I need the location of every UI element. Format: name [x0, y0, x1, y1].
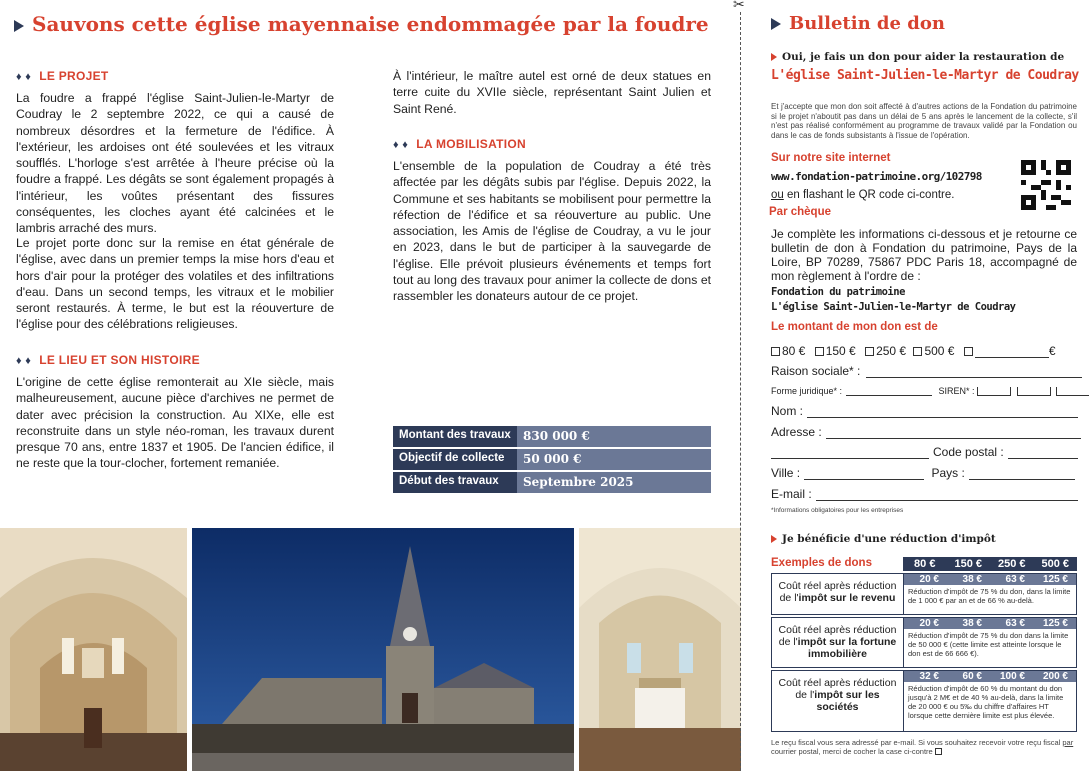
cheque-text: Je complète les informations ci-dessous et je retourne ce bulletin de don à Fondation du patrimoine, Pays de la Loire, BP 70289, 75867 PDC Paris 18, accompagné de mon règlement à l'ordre de : [771, 227, 1077, 283]
header-amount: 80 € [903, 557, 947, 571]
project-facts-table [393, 426, 711, 495]
amount-option-500[interactable] [913, 344, 954, 358]
row-value: 125 € [1042, 618, 1068, 629]
recu-par: par [1062, 738, 1074, 747]
row-value: 20 € [919, 574, 939, 585]
header-amount: 150 € [947, 557, 991, 571]
projet-heading [16, 69, 109, 83]
row-note: Réduction d'impôt de 75 % du don dans la limite de 50 000 € (cette limite est atteinte lorsque le don est de 66 666 €). [908, 631, 1069, 658]
lieu-heading [16, 353, 200, 367]
fact-label: Objectif de collecte [393, 449, 517, 470]
row-value: 38 € [962, 618, 982, 629]
row-label-a: Coût réel après réduction de l' [778, 580, 897, 604]
siren-label: SIREN* : [938, 386, 975, 396]
triangle-bullet-icon [771, 18, 781, 30]
cheque-heading: Par chèque [769, 206, 831, 218]
ordre-line-1: Fondation du patrimoine [771, 286, 905, 298]
church-exterior-photo [192, 528, 574, 771]
email-row [771, 487, 1078, 501]
interior-altar-photo [579, 528, 741, 771]
checkbox-icon[interactable] [913, 347, 922, 356]
row-values [904, 671, 1076, 731]
adresse-field[interactable] [826, 428, 1081, 439]
cp-label: Code postal : [933, 445, 1004, 459]
amount-label: 250 € [876, 344, 907, 358]
row-label [772, 671, 904, 731]
recu-note [771, 738, 1077, 756]
pays-field[interactable] [969, 469, 1075, 480]
euro-sign: € [1048, 344, 1056, 358]
checkbox-icon[interactable] [964, 347, 973, 356]
row-value: 38 € [962, 574, 982, 585]
checkbox-icon[interactable] [865, 347, 874, 356]
fact-row-montant [393, 426, 711, 447]
table-row-ifi [771, 617, 1077, 668]
diamond-icon: ♦ ♦ [16, 355, 32, 367]
row-value: 200 € [1042, 671, 1068, 682]
row-label [772, 574, 904, 614]
header-amount: 250 € [990, 557, 1034, 571]
header-amount: 500 € [1034, 557, 1078, 571]
row-value: 60 € [962, 671, 982, 682]
raison-row [771, 364, 1082, 378]
checkbox-icon[interactable] [771, 347, 780, 356]
amount-option-80[interactable] [771, 344, 805, 358]
forme-label: Forme juridique* : [771, 386, 843, 396]
site-ou: ou [771, 189, 784, 201]
row-value: 20 € [919, 618, 939, 629]
row-value: 32 € [919, 671, 939, 682]
amount-options [771, 344, 1056, 358]
exemples-label: Exemples de dons [771, 557, 872, 569]
fact-value: 830 000 € [517, 426, 711, 447]
adresse-row [771, 425, 1081, 439]
siren-field-1[interactable] [977, 387, 1011, 396]
church-name: L'église Saint-Julien-le-Martyr de Coudray [771, 68, 1079, 83]
adresse-label: Adresse : [771, 425, 822, 439]
checkbox-icon[interactable] [815, 347, 824, 356]
interieur-paragraph: À l'intérieur, le maître autel est orné de deux statues en terre cuite du XVIIe siècle, représentant Saint Julien et Saint René. [393, 69, 711, 116]
row-values [904, 618, 1076, 667]
triangle-bullet-icon [771, 53, 777, 61]
tax-table-header [771, 557, 1077, 571]
projet-heading-text: LE PROJET [39, 69, 109, 83]
site-qr-text [771, 189, 954, 201]
row-label-a: Coût réel après réduction de l' [778, 624, 897, 648]
triangle-bullet-icon [771, 535, 777, 543]
raison-field[interactable] [866, 367, 1082, 378]
row-value: 63 € [1005, 618, 1025, 629]
site-qr-phrase: en flashant le QR code ci-contre. [783, 189, 955, 201]
row-label-b: impôt sur le revenu [798, 592, 896, 604]
table-row-revenu [771, 573, 1077, 615]
ordre-line-2: L'église Saint-Julien-le-Martyr de Coudray [771, 301, 1016, 313]
forme-row [771, 385, 1089, 396]
checkbox-icon[interactable] [935, 748, 942, 755]
accept-text: Et j'accepte que mon don soit affecté à d'autres actions de la Fondation du patrimoine si le projet n'aboutit pas dans un délai de 5 ans après le lancement de la collecte, s'il n'est pas réalisé conformément au programme de travaux validé par la Fondation ou dans le cas de fonds subsistants à l'issue de l'opération. [771, 102, 1077, 140]
diamond-icon: ♦ ♦ [16, 71, 32, 83]
qr-code-icon[interactable] [1021, 160, 1071, 210]
fact-value: 50 000 € [517, 449, 711, 470]
adresse-field-2[interactable] [771, 448, 929, 459]
row-amounts [904, 618, 1076, 629]
projet-paragraph-1: La foudre a frappé l'église Saint-Julien-le-Martyr de Coudray le 2 septembre 2022, ce qui a causé de nombreux désordres et la fermeture de l'édifice. À l'extérieur, les ardoises ont été soulevées et les vitraux soufflés. L'horloge s'est arrêtée à l'heure précise où la foudre a frappé. Les dégâts se sont également propagés à l'intérieur, les voûtes présentant des fissures conséquentes, les cloches ayant été calcinées et le lambris arraché des murs. [16, 91, 334, 236]
forme-field[interactable] [846, 385, 932, 396]
pays-label: Pays : [931, 466, 965, 480]
recu-text-b: courrier postal, merci de cocher la case ci-contre [771, 747, 933, 756]
form-title-text: Bulletin de don [789, 13, 945, 34]
ville-field[interactable] [804, 469, 924, 480]
siren-field-2[interactable] [1017, 387, 1051, 396]
recu-text-a: Le reçu fiscal vous sera adressé par e-mail. Si vous souhaitez recevoir votre reçu fiscal [771, 738, 1063, 747]
oui-text: Oui, je fais un don pour aider la restauration de [782, 51, 1065, 63]
lieu-paragraph: L'origine de cette église remonterait au XIe siècle, mais malheureusement, aucune pièce d'archives ne permet de dater avec précision la construction. Au XIXe, elle est reconstruite dans un style néo-roman, les travaux durent presque 70 ans, entre 1837 et 1905. De l'ancien édifice, il ne reste que la tour-clocher, fortement remaniée. [16, 375, 334, 471]
page-title [14, 12, 709, 36]
mobilisation-paragraph: L'ensemble de la population de Coudray a été très affectée par les dégâts subis par l'église. Depuis 2022, la Commune et ses habitants se mobilisent pour permettre la réfection de l'édifice et sa réouverture au public. Une association, les Amis de l'église de Coudray, a vu le jour en 2023, dans le but de participer à la sauvegarde de l'église. Elle prévoit plusieurs événements et temps fort tout au long des travaux pour animer la collecte de dons et rassembler les donateurs autour de ce projet. [393, 159, 711, 304]
row-label-b: impôt sur la fortune immobilière [797, 636, 897, 660]
amount-label: 500 € [924, 344, 955, 358]
site-url[interactable]: www.fondation-patrimoine.org/102798 [771, 170, 982, 183]
fact-value: Septembre 2025 [517, 472, 711, 493]
email-label: E-mail : [771, 487, 812, 501]
row-amounts [904, 671, 1076, 682]
lieu-heading-text: LE LIEU ET SON HISTOIRE [39, 353, 200, 367]
amount-option-250[interactable] [865, 344, 906, 358]
row-note: Réduction d'impôt de 60 % du montant du don jusqu'à 2 M€ et de 40 % au-delà, dans la limite de 20 000 € ou 5‰ du chiffre d'affaires HT lorsque cette dernière limite est plus élevée. [908, 684, 1064, 720]
fact-label: Montant des travaux [393, 426, 517, 447]
raison-label: Raison sociale* : [771, 364, 861, 378]
row-value: 63 € [1005, 574, 1025, 585]
montant-heading: Le montant de mon don est de [771, 321, 938, 333]
row-value: 100 € [999, 671, 1025, 682]
obligatoire-note: *Informations obligatoires pour les entreprises [771, 507, 904, 514]
siren-field-3[interactable] [1056, 387, 1089, 396]
nom-row [771, 404, 1078, 418]
scissors-icon: ✂ [733, 0, 745, 12]
mobilisation-heading-text: LA MOBILISATION [416, 137, 527, 151]
amount-label: 80 € [782, 344, 806, 358]
row-values [904, 574, 1076, 614]
row-amounts [904, 574, 1076, 585]
amount-label: 150 € [825, 344, 856, 358]
reduction-heading-text: Je bénéficie d'une réduction d'impôt [782, 533, 996, 545]
ville-row [771, 466, 1075, 480]
diamond-icon: ♦ ♦ [393, 139, 409, 151]
cut-line [740, 12, 741, 771]
amount-option-other[interactable] [964, 344, 1056, 358]
cp-field[interactable] [1008, 448, 1078, 459]
fact-label: Début des travaux [393, 472, 517, 493]
reduction-heading [771, 533, 996, 545]
page-title-text: Sauvons cette église mayennaise endommagée par la foudre [32, 12, 709, 36]
row-label [772, 618, 904, 667]
amount-option-150[interactable] [815, 344, 856, 358]
interior-nave-photo [0, 528, 187, 771]
table-row-societes [771, 670, 1077, 732]
fact-row-debut [393, 472, 711, 493]
fact-row-objectif [393, 449, 711, 470]
ville-label: Ville : [771, 466, 801, 480]
row-label-b: impôt sur les sociétés [814, 689, 880, 713]
row-label-a: Coût réel après réduction de l' [778, 677, 897, 701]
row-value: 125 € [1042, 574, 1068, 585]
mobilisation-heading [393, 137, 526, 151]
triangle-bullet-icon [14, 20, 24, 32]
other-amount-field[interactable] [975, 347, 1049, 358]
cp-row [771, 445, 1078, 459]
site-heading: Sur notre site internet [771, 152, 891, 164]
nom-field[interactable] [807, 407, 1078, 418]
oui-line [771, 51, 1064, 63]
projet-paragraph-2: Le projet porte donc sur la remise en état générale de l'église, avec dans un premier temps la mise hors d'eau et hors d'air pour la protéger des volatiles et des infiltrations d'eau. Dans un second temps, les vitraux et le mobilier seront restaurés. À terme, le but est la réouverture de l'église pour des célébrations religieuses. [16, 236, 334, 332]
email-field[interactable] [816, 490, 1078, 501]
tax-reduction-table [771, 557, 1077, 732]
nom-label: Nom : [771, 404, 804, 418]
row-note: Réduction d'impôt de 75 % du don, dans la limite de 1 000 € par an et de 66 % au-delà. [908, 587, 1071, 605]
form-title [771, 13, 945, 34]
